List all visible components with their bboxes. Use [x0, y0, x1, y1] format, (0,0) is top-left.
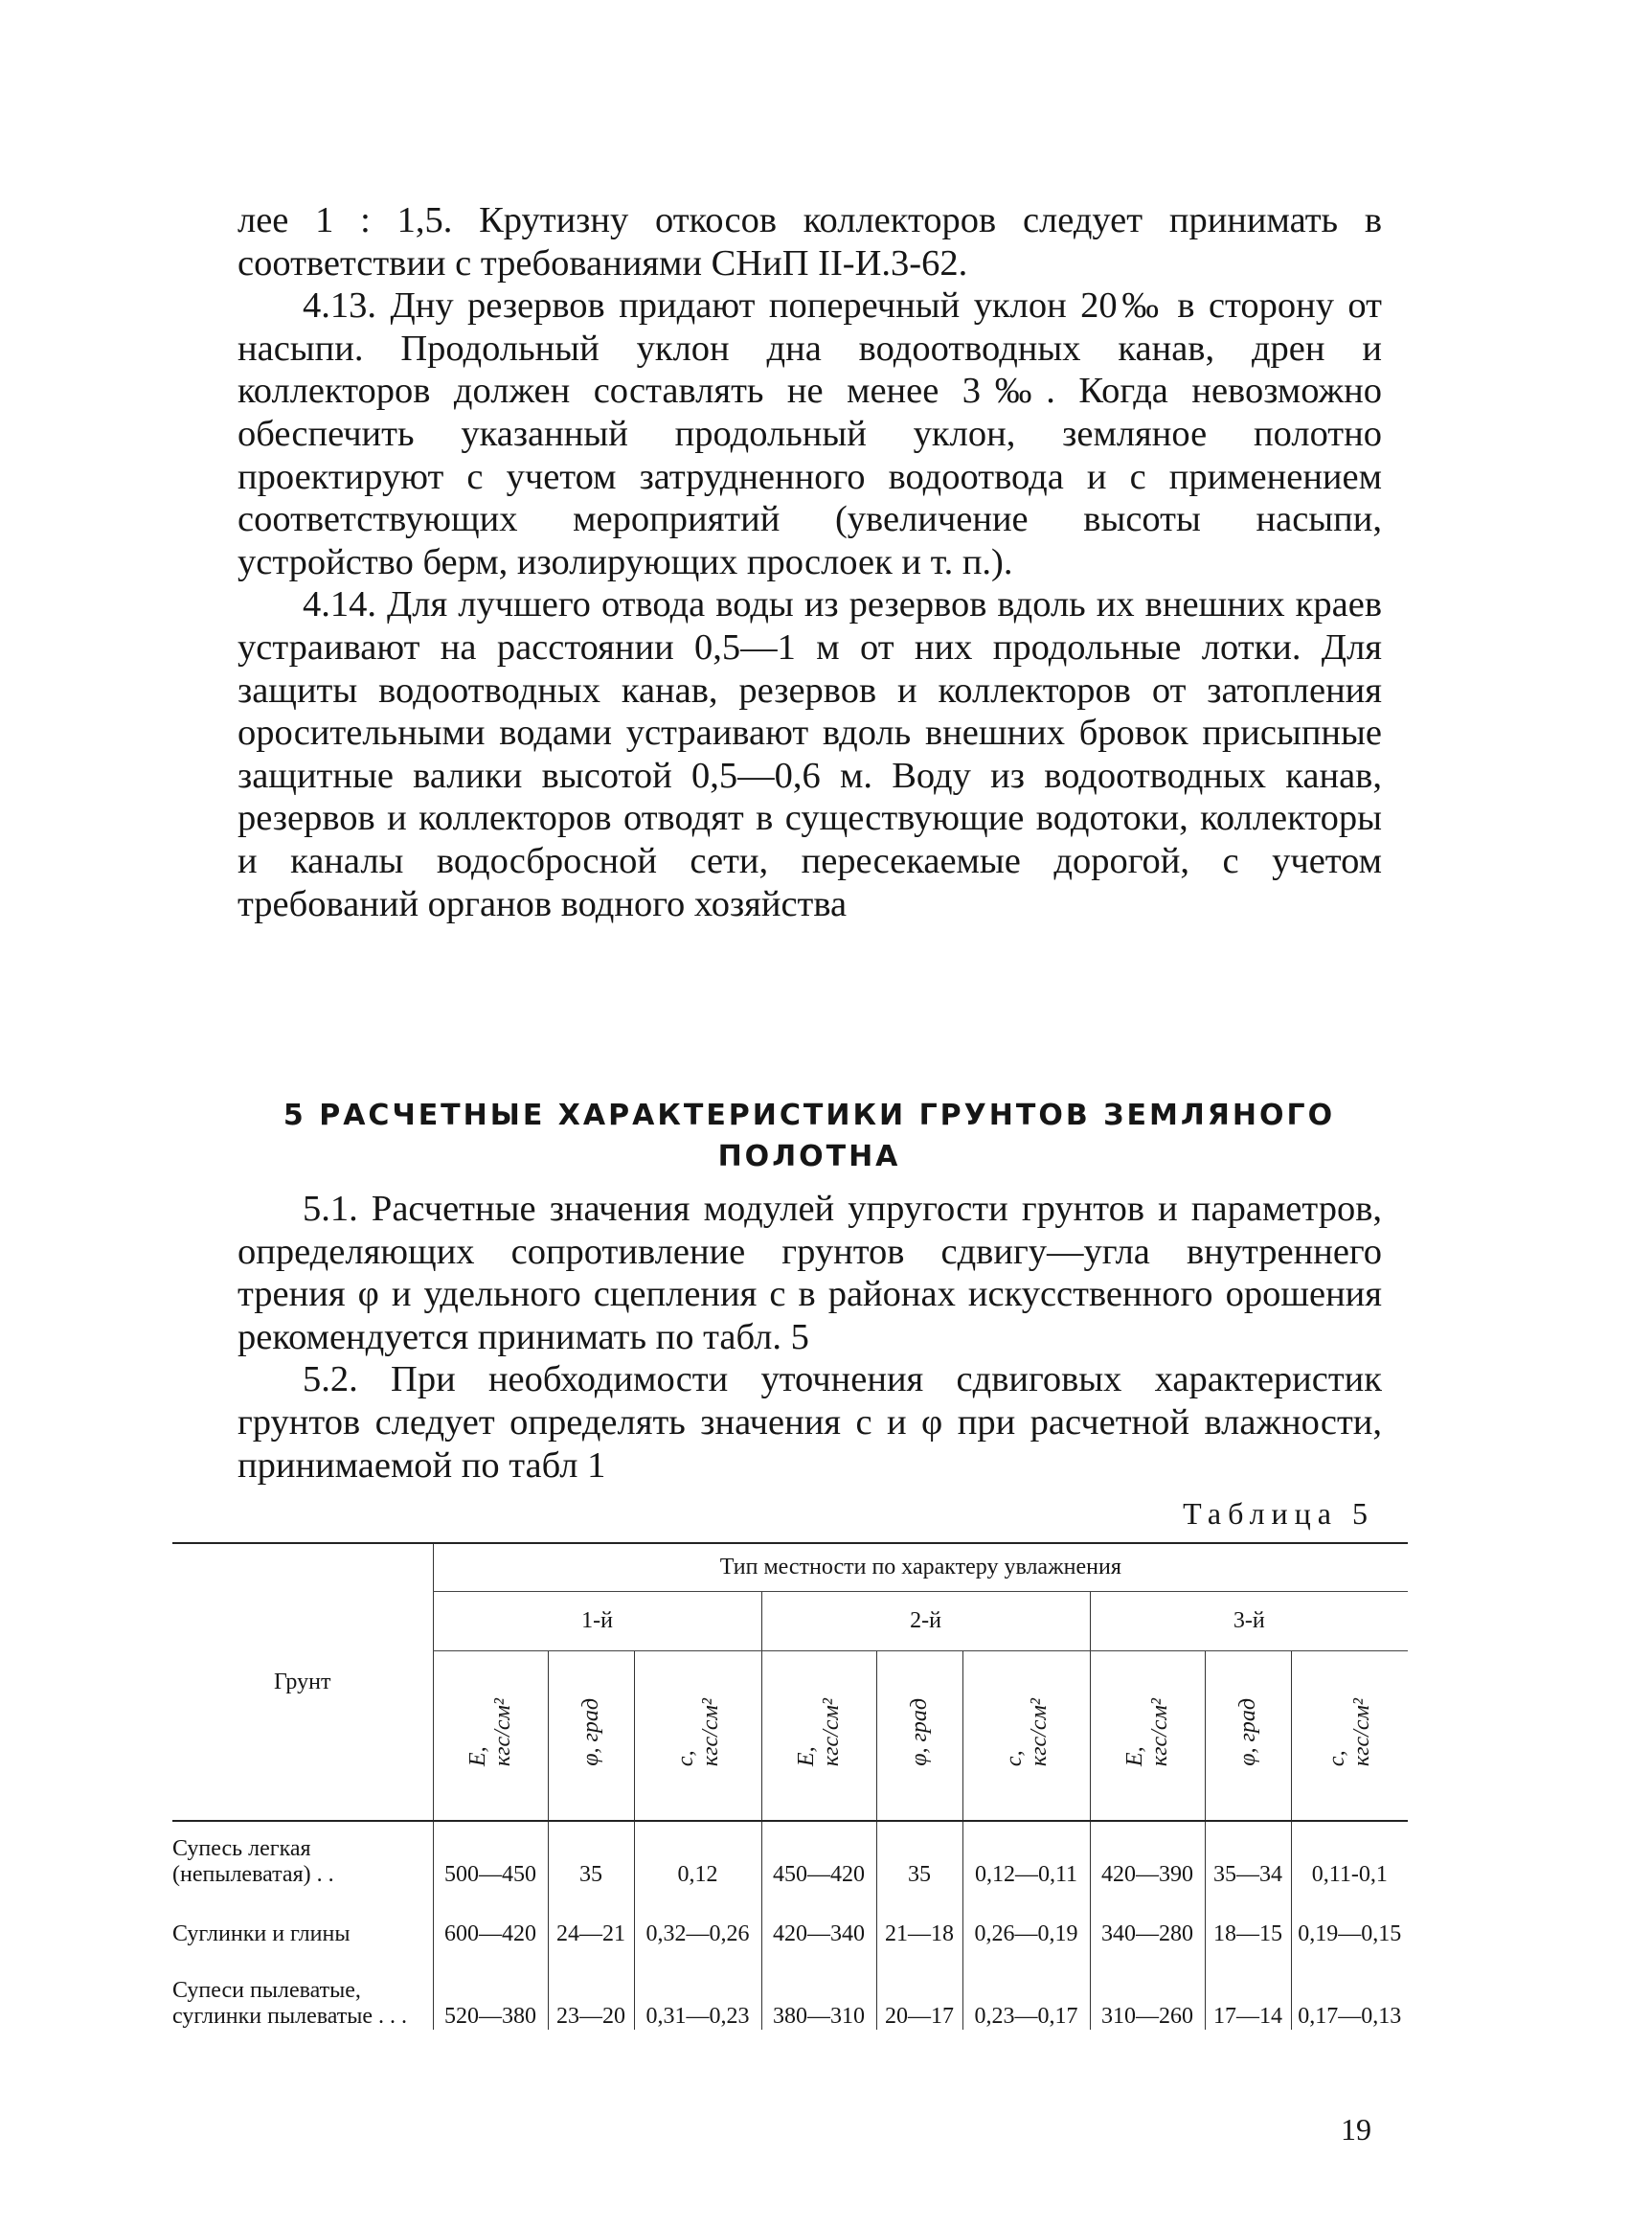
cell: 310—260: [1090, 1947, 1205, 2030]
cell: 420—390: [1090, 1821, 1205, 1888]
cell: 20—17: [876, 1947, 962, 2030]
cell: 17—14: [1205, 1947, 1291, 2030]
header-soil: Грунт: [274, 1669, 331, 1694]
paragraph-4-14: 4.14. Для лучшего отвода воды из резервов вдоль их внешних краев устраивают на расстоянии 0,5—1 м от них продольные лотки. Для защиты водоотводных канав, резервов и коллекторов от затопления оросительными водами устраивают вдоль внешних бровок присыпные защитные валики высотой 0,5—0,6 м. Воду из водоотводных канав, резервов и коллекторов отводят в существующие водотоки, коллекторы и каналы водосбросной сети, пересекаемые дорогой, с учетом требований органов водного хозяйства: [238, 584, 1382, 924]
cell: 18—15: [1205, 1888, 1291, 1947]
header-type-3: 3-й: [1090, 1591, 1408, 1650]
paragraph-4-13: 4.13. Дну резервов придают поперечный уклон 20‰ в сторону от насыпи. Продольный уклон дна водоотводных канав, дрен и коллекторов должен составлять не менее 3‰. Когда невозможно обеспечить указанный продольный уклон, земляное полотно проектируют с учетом затрудненного водоотвода и с применением соответствующих мероприятий (увеличение высоты насыпи, устройство берм, изолирующих прослоек и т. п.).: [238, 285, 1382, 582]
paragraph-5-1: 5.1. Расчетные значения модулей упругости грунтов и параметров, определяющих сопротивление грунтов сдвигу—угла внутреннего трения φ и удельного сцепления c в районах искусственного орошения рекомендуется принимать по табл. 5: [238, 1189, 1382, 1357]
cell: 0,12: [634, 1821, 761, 1888]
cell: 0,32—0,26: [634, 1888, 761, 1947]
header-e-1: E, кгс/см²: [465, 1697, 515, 1766]
cell: 0,17—0,13: [1291, 1947, 1408, 2030]
header-c-3: c, кгс/см²: [1324, 1697, 1375, 1766]
paragraph-continuation: лее 1 : 1,5. Крутизну откосов коллекторов следует принимать в соответствии с требованиями СНиП II-И.3-62.: [238, 200, 1382, 284]
row-name: Супесь легкая (непылеватая) . .: [172, 1836, 334, 1887]
cell: 380—310: [761, 1947, 876, 2030]
row-name: Супеси пылеватые, суглинки пылеватые . . .: [172, 1978, 408, 2029]
header-c-2: c, кгс/см²: [1001, 1697, 1052, 1766]
cell: 0,11-0,1: [1291, 1821, 1408, 1888]
cell: 0,26—0,19: [962, 1888, 1090, 1947]
header-type-2: 2-й: [761, 1591, 1090, 1650]
cell: 0,12—0,11: [962, 1821, 1090, 1888]
header-phi-3: φ, град: [1235, 1697, 1260, 1766]
cell: 35: [876, 1821, 962, 1888]
section-title-line1: 5 РАСЧЕТНЫЕ ХАРАКТЕРИСТИКИ ГРУНТОВ ЗЕМЛЯНОГО: [283, 1099, 1336, 1132]
section-title-line2: ПОЛОТНА: [717, 1140, 901, 1173]
body-text-top: [238, 199, 1382, 925]
row-name: Суглинки и глины: [172, 1921, 351, 1946]
header-type-1: 1-й: [433, 1591, 761, 1650]
cell: 420—340: [761, 1888, 876, 1947]
cell: 0,23—0,17: [962, 1947, 1090, 2030]
cell: 600—420: [433, 1888, 548, 1947]
header-phi-1: φ, град: [578, 1697, 603, 1766]
cell: 520—380: [433, 1947, 548, 2030]
header-phi-2: φ, град: [907, 1697, 932, 1766]
header-e-3: E, кгс/см²: [1122, 1697, 1172, 1766]
cell: 0,31—0,23: [634, 1947, 761, 2030]
table-row: [172, 1821, 1408, 1888]
cell: 0,19—0,15: [1291, 1888, 1408, 1947]
header-e-2: E, кгс/см²: [794, 1697, 844, 1766]
section-title: [235, 1095, 1384, 1177]
paragraph-5-2: 5.2. При необходимости уточнения сдвиговых характеристик грунтов следует определять значения c и φ при расчетной влажности, принимаемой по табл 1: [238, 1359, 1382, 1486]
cell: 21—18: [876, 1888, 962, 1947]
table-row: [172, 1888, 1408, 1947]
header-c-1: c, кгс/см²: [672, 1697, 723, 1766]
cell: 340—280: [1090, 1888, 1205, 1947]
cell: 500—450: [433, 1821, 548, 1888]
cell: 35—34: [1205, 1821, 1291, 1888]
table-5: [172, 1542, 1408, 2030]
table-caption: Таблица 5: [1183, 1496, 1374, 1531]
cell: 24—21: [548, 1888, 634, 1947]
cell: 35: [548, 1821, 634, 1888]
cell: 450—420: [761, 1821, 876, 1888]
table-row: [172, 1947, 1408, 2030]
cell: 23—20: [548, 1947, 634, 2030]
page-number: 19: [1341, 2112, 1371, 2147]
header-group: Тип местности по характеру увлажнения: [433, 1543, 1408, 1591]
body-text-bottom: [238, 1188, 1382, 1487]
